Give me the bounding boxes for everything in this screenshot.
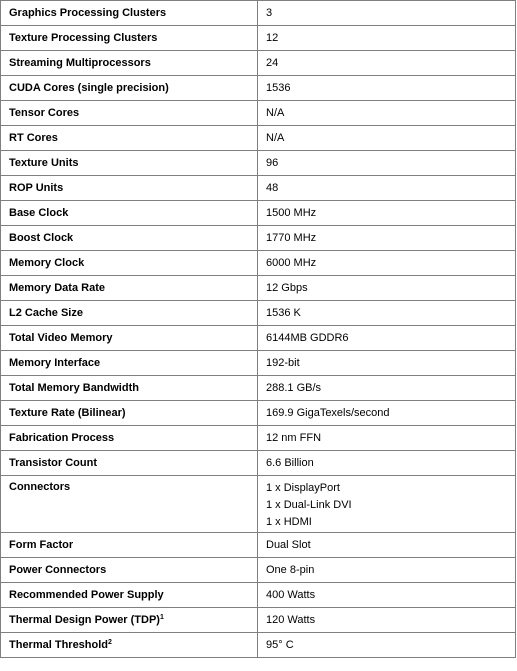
table-row bbox=[1, 608, 516, 633]
spec-value: 6144MB GDDR6 bbox=[258, 326, 516, 351]
table-row bbox=[1, 451, 516, 476]
spec-label: Texture Units bbox=[1, 151, 258, 176]
spec-label: Boost Clock bbox=[1, 226, 258, 251]
spec-value: N/A bbox=[258, 126, 516, 151]
spec-label: Form Factor bbox=[1, 533, 258, 558]
table-row bbox=[1, 251, 516, 276]
spec-value: 3 bbox=[258, 1, 516, 26]
spec-value: N/A bbox=[258, 101, 516, 126]
table-row bbox=[1, 633, 516, 658]
spec-value: 288.1 GB/s bbox=[258, 376, 516, 401]
spec-value: 48 bbox=[258, 176, 516, 201]
table-row bbox=[1, 301, 516, 326]
connector-item: 1 x HDMI bbox=[266, 516, 312, 528]
spec-label: Transistor Count bbox=[1, 451, 258, 476]
spec-value: 6000 MHz bbox=[258, 251, 516, 276]
table-row bbox=[1, 326, 516, 351]
table-row bbox=[1, 26, 516, 51]
spec-label: ROP Units bbox=[1, 176, 258, 201]
spec-value: 1536 bbox=[258, 76, 516, 101]
spec-label: Memory Data Rate bbox=[1, 276, 258, 301]
spec-value-list bbox=[258, 476, 516, 533]
table-row bbox=[1, 533, 516, 558]
table-row bbox=[1, 226, 516, 251]
table-row bbox=[1, 426, 516, 451]
table-row bbox=[1, 51, 516, 76]
spec-label-text: Thermal Design Power (TDP) bbox=[9, 614, 160, 626]
table-row bbox=[1, 76, 516, 101]
spec-value: 12 bbox=[258, 26, 516, 51]
spec-value: Dual Slot bbox=[258, 533, 516, 558]
table-row bbox=[1, 376, 516, 401]
spec-label: Connectors bbox=[1, 476, 258, 533]
spec-label: Total Video Memory bbox=[1, 326, 258, 351]
spec-label: Total Memory Bandwidth bbox=[1, 376, 258, 401]
spec-label-with-footnote bbox=[1, 633, 258, 658]
table-row bbox=[1, 126, 516, 151]
table-row bbox=[1, 558, 516, 583]
table-row bbox=[1, 201, 516, 226]
spec-value: 120 Watts bbox=[258, 608, 516, 633]
spec-value: 192-bit bbox=[258, 351, 516, 376]
spec-label: Memory Interface bbox=[1, 351, 258, 376]
table-row bbox=[1, 276, 516, 301]
table-row bbox=[1, 351, 516, 376]
table-row bbox=[1, 101, 516, 126]
connector-item: 1 x DisplayPort bbox=[266, 482, 340, 494]
spec-value: 1536 K bbox=[258, 301, 516, 326]
spec-label: Tensor Cores bbox=[1, 101, 258, 126]
spec-label: L2 Cache Size bbox=[1, 301, 258, 326]
spec-value: 400 Watts bbox=[258, 583, 516, 608]
connector-item: 1 x Dual-Link DVI bbox=[266, 499, 352, 511]
spec-label: Texture Rate (Bilinear) bbox=[1, 401, 258, 426]
table-row bbox=[1, 401, 516, 426]
table-row bbox=[1, 476, 516, 533]
spec-label: Fabrication Process bbox=[1, 426, 258, 451]
spec-value: 1770 MHz bbox=[258, 226, 516, 251]
spec-value: 12 nm FFN bbox=[258, 426, 516, 451]
spec-value: 1500 MHz bbox=[258, 201, 516, 226]
spec-value: One 8-pin bbox=[258, 558, 516, 583]
table-row bbox=[1, 583, 516, 608]
spec-label: Memory Clock bbox=[1, 251, 258, 276]
spec-label: Graphics Processing Clusters bbox=[1, 1, 258, 26]
spec-label: Streaming Multiprocessors bbox=[1, 51, 258, 76]
table-row bbox=[1, 1, 516, 26]
spec-value: 6.6 Billion bbox=[258, 451, 516, 476]
spec-label-with-footnote bbox=[1, 608, 258, 633]
spec-label: Recommended Power Supply bbox=[1, 583, 258, 608]
spec-label: RT Cores bbox=[1, 126, 258, 151]
spec-label: Power Connectors bbox=[1, 558, 258, 583]
spec-label-text: Thermal Threshold bbox=[9, 639, 109, 651]
spec-label: Texture Processing Clusters bbox=[1, 26, 258, 51]
spec-value: 169.9 GigaTexels/second bbox=[258, 401, 516, 426]
table-row bbox=[1, 176, 516, 201]
spec-value: 24 bbox=[258, 51, 516, 76]
spec-value: 95° C bbox=[258, 633, 516, 658]
footnote-marker: 2 bbox=[108, 639, 112, 646]
table-row bbox=[1, 151, 516, 176]
footnote-marker: 1 bbox=[159, 614, 164, 621]
spec-value: 12 Gbps bbox=[258, 276, 516, 301]
spec-label: Base Clock bbox=[1, 201, 258, 226]
spec-value: 96 bbox=[258, 151, 516, 176]
spec-label: CUDA Cores (single precision) bbox=[1, 76, 258, 101]
